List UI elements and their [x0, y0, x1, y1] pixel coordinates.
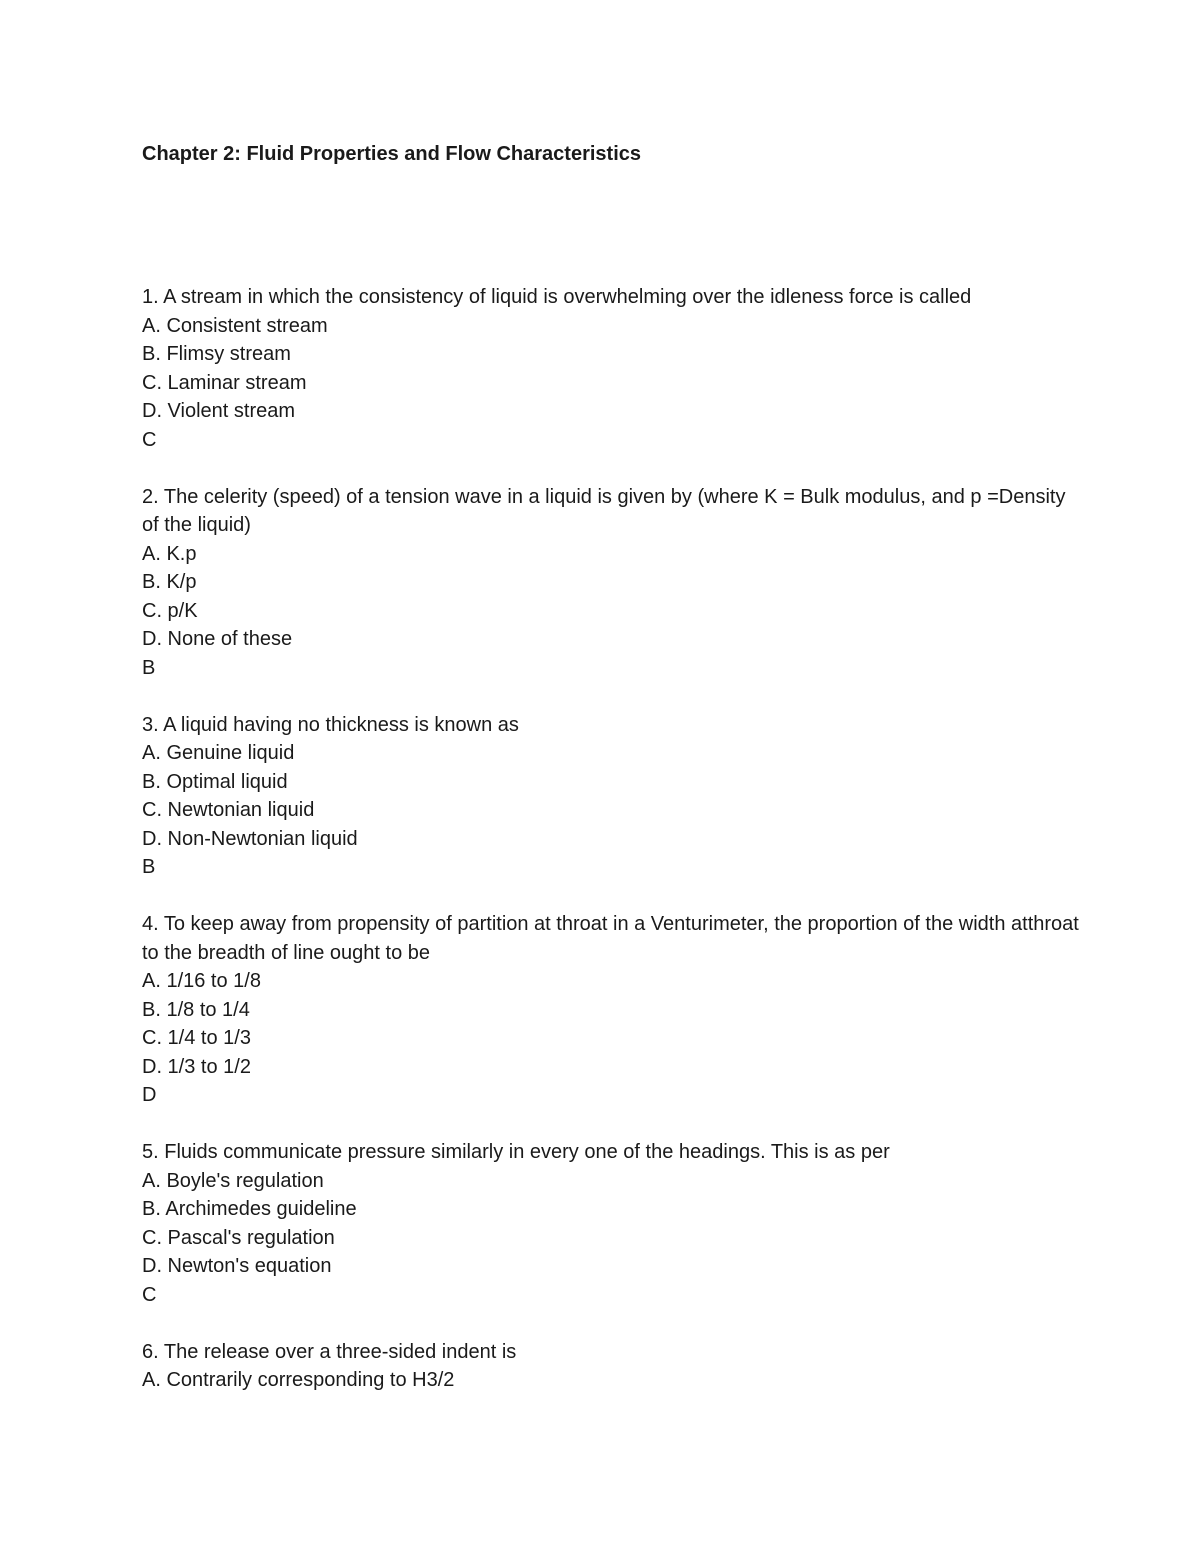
option-a: A. Contrarily corresponding to H3/2: [142, 1369, 455, 1391]
chapter-title: Chapter 2: Fluid Properties and Flow Characteristics: [142, 143, 642, 165]
option-d: D. None of these: [142, 628, 293, 650]
answer: C: [142, 428, 157, 451]
option-c: C. Laminar stream: [142, 371, 307, 394]
answer: B: [142, 656, 156, 679]
option-c: C. 1/4 to 1/3: [142, 1027, 251, 1049]
option-a: A. K.p: [142, 542, 197, 565]
question-2: [142, 483, 1082, 683]
option-c: C. Pascal's regulation: [142, 1226, 335, 1249]
option-b: B. Archimedes guideline: [142, 1198, 357, 1220]
option-d: D. Newton's equation: [142, 1255, 332, 1277]
option-d: D. 1/3 to 1/2: [142, 1055, 251, 1078]
option-d: D. Non-Newtonian liquid: [142, 827, 358, 850]
question-stem: 1. A stream in which the consistency of liquid is overwhelming over the idleness force is called: [142, 286, 972, 308]
option-c: C. Newtonian liquid: [142, 799, 315, 821]
option-a: A. Genuine liquid: [142, 742, 295, 764]
option-b: B. Flimsy stream: [142, 343, 291, 365]
answer: C: [142, 1283, 157, 1306]
option-b: B. 1/8 to 1/4: [142, 998, 250, 1021]
question-4: [142, 910, 1082, 1110]
option-b: B. K/p: [142, 571, 197, 593]
option-d: D. Violent stream: [142, 400, 296, 422]
option-c: C. p/K: [142, 599, 198, 622]
question-5: [142, 1138, 1082, 1309]
question-list: [142, 283, 1082, 1423]
option-a: A. Boyle's regulation: [142, 1169, 324, 1192]
question-6: [142, 1338, 1082, 1395]
option-a: A. Consistent stream: [142, 314, 328, 337]
question-stem: 5. Fluids communicate pressure similarly in every one of the headings. This is as per: [142, 1141, 890, 1163]
question-3: [142, 711, 1082, 882]
question-1: [142, 283, 1082, 454]
question-stem: 3. A liquid having no thickness is known as: [142, 713, 519, 736]
question-stem: 4. To keep away from propensity of partition at throat in a Venturimeter, the proportion of the width atthroat to the breadth of line ought to be: [142, 913, 1079, 964]
answer: B: [142, 856, 156, 878]
option-b: B. Optimal liquid: [142, 770, 288, 793]
question-stem: 6. The release over a three-sided indent is: [142, 1340, 517, 1363]
option-a: A. 1/16 to 1/8: [142, 970, 261, 992]
question-stem: 2. The celerity (speed) of a tension wave in a liquid is given by (where K = Bulk modulus, and p =Density of the liquid): [142, 485, 1066, 536]
answer: D: [142, 1084, 157, 1106]
